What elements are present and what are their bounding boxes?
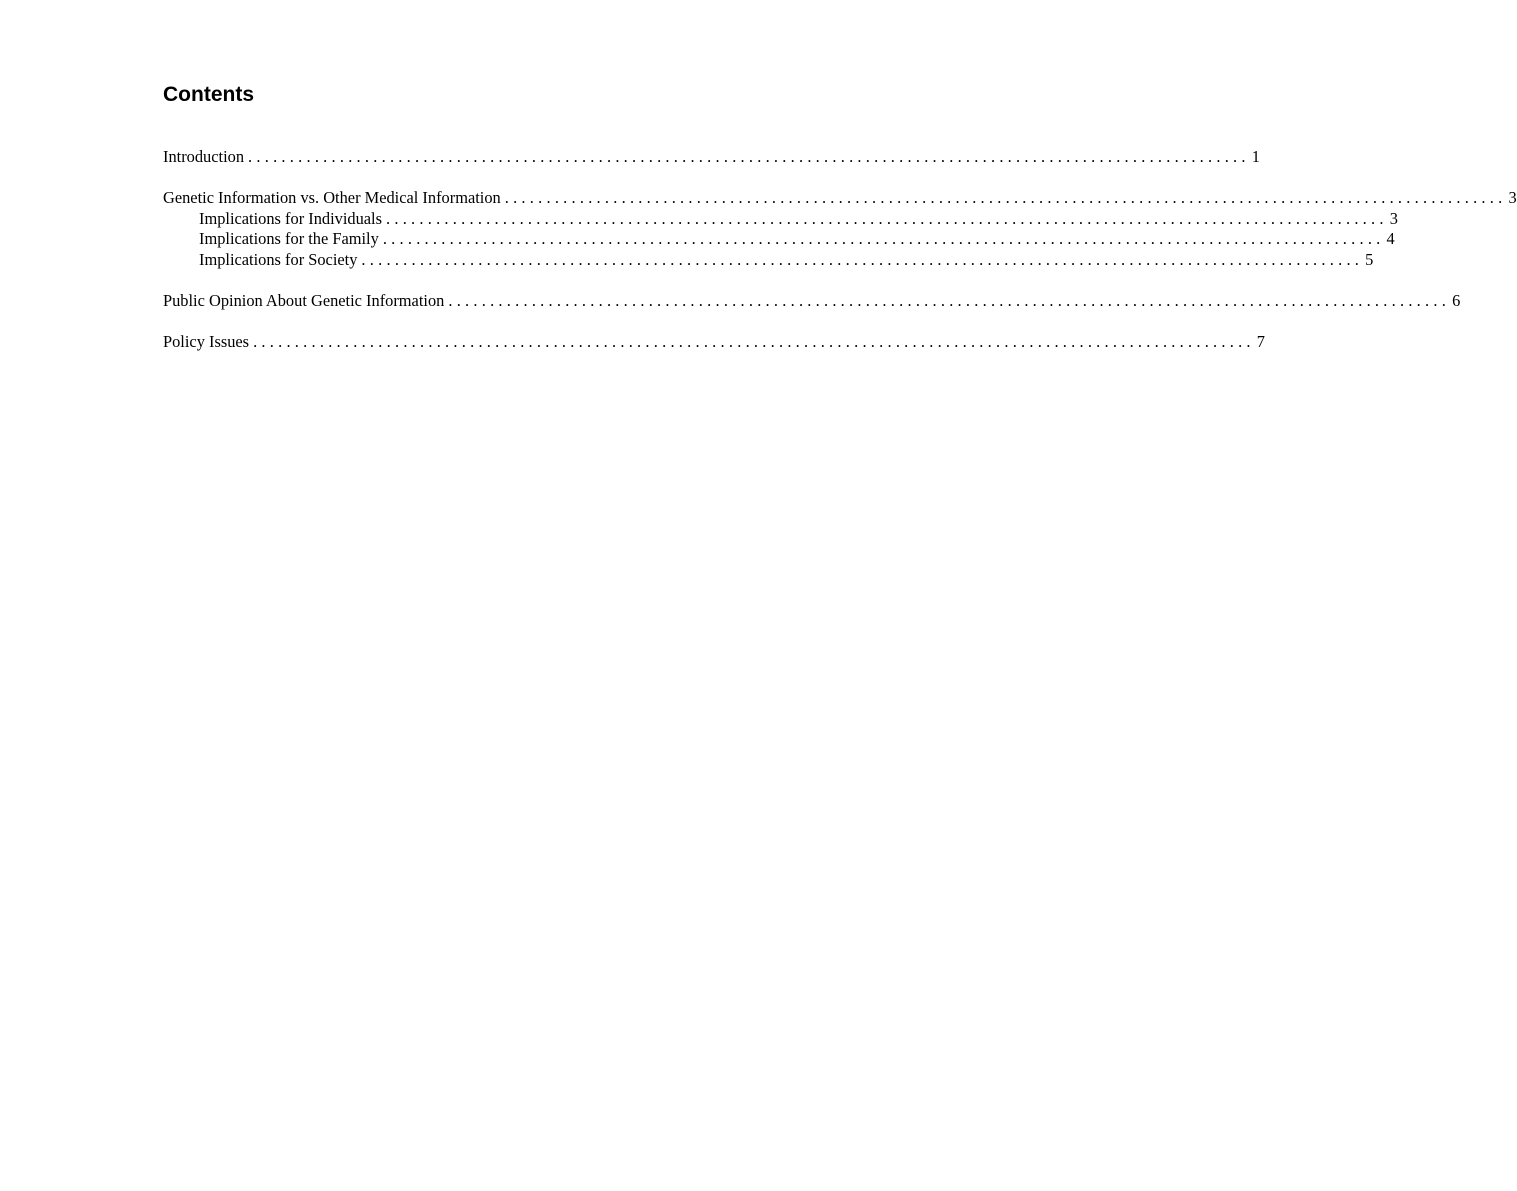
toc-entry-implications-individuals[interactable]	[163, 208, 1398, 230]
toc-entry-title: Implications for Individuals	[199, 208, 382, 228]
dot-leader: ........................................................................................................................	[386, 208, 1388, 228]
toc-page-number: 3	[1508, 188, 1517, 207]
toc-page-number: 5	[1365, 249, 1374, 269]
toc-entry-title: Implications for Society	[199, 249, 358, 269]
toc-entry-policy-issues[interactable]	[163, 331, 1265, 353]
page-title: Contents	[163, 83, 254, 106]
contents-page	[163, 82, 1517, 352]
table-of-contents	[163, 147, 1517, 352]
toc-page-number: 1	[1251, 147, 1260, 166]
toc-entry-title: Policy Issues	[163, 331, 250, 351]
toc-entry-introduction[interactable]	[163, 147, 1260, 168]
dot-leader: ........................................................................................................................	[253, 331, 1255, 351]
toc-entry-implications-family[interactable]	[163, 229, 1395, 250]
toc-page-number: 6	[1452, 290, 1461, 310]
toc-entry-public-opinion[interactable]	[163, 290, 1461, 312]
toc-entry-title: Genetic Information vs. Other Medical Information	[163, 188, 501, 207]
toc-page-number: 7	[1256, 331, 1265, 351]
toc-entry-implications-society[interactable]	[163, 249, 1374, 271]
dot-leader: ........................................................................................................................	[361, 249, 1364, 269]
toc-page-number: 4	[1386, 229, 1395, 248]
toc-entry-title: Implications for the Family	[199, 229, 379, 248]
dot-leader: ........................................................................................................................	[504, 188, 1507, 207]
toc-entry-title: Public Opinion About Genetic Information	[163, 290, 445, 310]
toc-page-number: 3	[1389, 208, 1398, 228]
toc-entry-genetic-information[interactable]	[163, 188, 1517, 209]
toc-entry-title: Introduction	[163, 147, 245, 166]
dot-leader: ........................................................................................................................	[382, 229, 1385, 248]
dot-leader: ........................................................................................................................	[248, 147, 1250, 166]
dot-leader: ........................................................................................................................	[448, 290, 1451, 310]
